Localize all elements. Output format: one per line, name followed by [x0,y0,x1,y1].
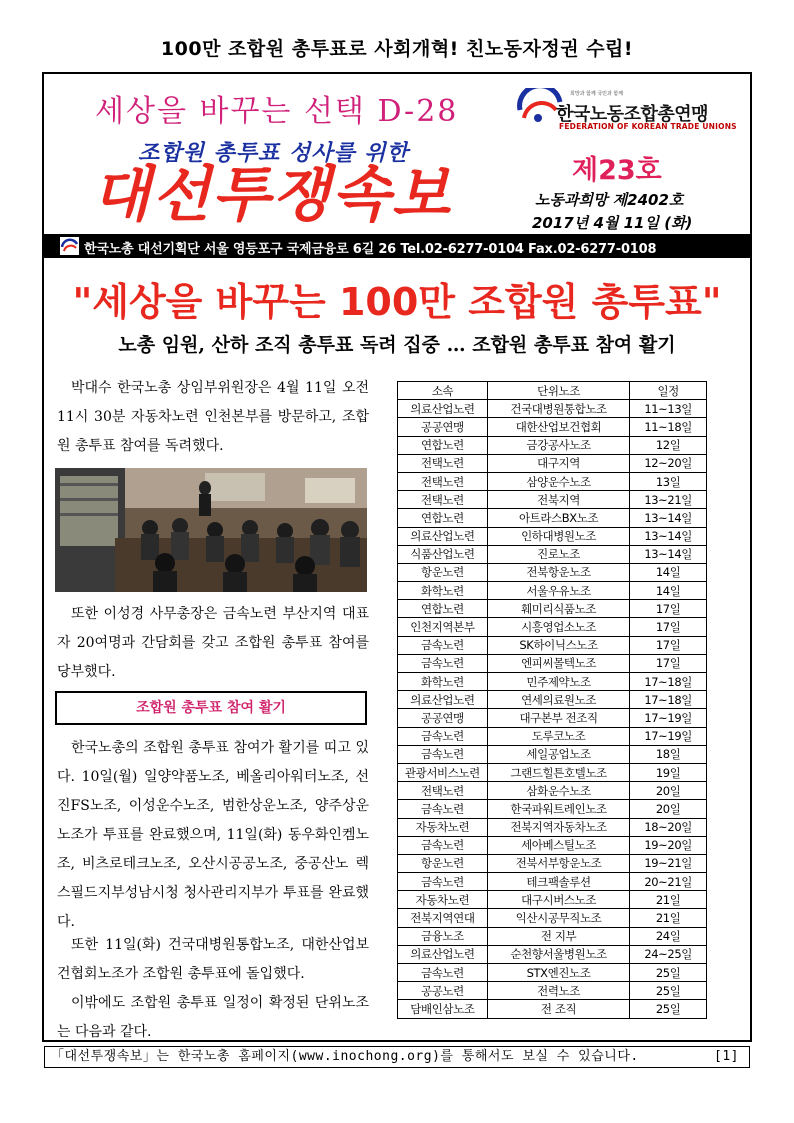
table-row [398,400,707,418]
table-row [398,873,707,891]
cell-affiliation: 자동차노련 [398,891,488,909]
masthead-subtitle: 조합원 총투표 성사를 위한 [138,141,409,166]
dday-banner: 세상을 바꾸는 선택 D-28 [95,94,459,129]
contact-bar [44,234,750,258]
cell-affiliation: 공공연맹 [398,709,488,727]
cell-union: 세아베스틸노조 [487,836,629,854]
table-row [398,927,707,945]
cell-union: 도루코노조 [487,727,629,745]
table-row [398,527,707,545]
table-row [398,854,707,872]
cell-affiliation: 화학노련 [398,582,488,600]
table-row [398,945,707,963]
fktu-small-logo-icon [60,237,79,255]
table-row [398,600,707,618]
cell-schedule: 25일 [630,982,707,1000]
cell-schedule: 18일 [630,745,707,763]
cell-union: 전북항운노조 [487,563,629,581]
cell-union: 아트라스BX노조 [487,509,629,527]
table-row [398,836,707,854]
org-name: 한국노동조합총연맹 [556,104,708,125]
cell-affiliation: 연합노련 [398,509,488,527]
cell-union: 세일공업노조 [487,745,629,763]
footer-text: 「대선투쟁속보」는 한국노총 홈페이지(www.inochong.org)를 통해서도 보실 수 있습니다. [51,1049,639,1064]
section-box-title: 조합원 총투표 참여 활기 [55,691,367,725]
table-row [398,582,707,600]
table-header-row [398,382,707,400]
table-row [398,964,707,982]
table-row [398,691,707,709]
org-name-english: FEDERATION OF KOREAN TRADE UNIONS [559,122,737,131]
table-row [398,509,707,527]
cell-affiliation: 화학노련 [398,673,488,691]
cell-schedule: 17일 [630,618,707,636]
org-motto: 희망과 함께 국민과 함께 [570,91,624,97]
cell-union: 건국대병원통합노조 [487,400,629,418]
cell-union: SK하이닉스노조 [487,636,629,654]
cell-affiliation: 항운노련 [398,854,488,872]
cell-affiliation: 전택노련 [398,491,488,509]
cell-schedule: 19~20일 [630,836,707,854]
table-row [398,436,707,454]
cell-union: 삼화운수노조 [487,782,629,800]
cell-union: 전북지역자동차노조 [487,818,629,836]
cell-affiliation: 전택노련 [398,472,488,490]
cell-affiliation: 전택노련 [398,782,488,800]
cell-affiliation: 자동차노련 [398,818,488,836]
cell-schedule: 19일 [630,763,707,781]
cell-schedule: 17일 [630,654,707,672]
article-paragraph-1: 박대수 한국노총 상임부위원장은 4월 11일 오전 11시 30분 자동차노련 인천본부를 방문하고, 조합원 총투표 참여를 독려했다. [57,380,369,454]
table-row [398,818,707,836]
meeting-photo [55,468,367,592]
cell-affiliation: 금속노련 [398,727,488,745]
subheadline: 노총 임원, 산하 조직 총투표 독려 집중 … 조합원 총투표 참여 활기 [118,334,676,356]
table-row [398,891,707,909]
cell-union: 익산시공무직노조 [487,909,629,927]
document-number: 노동과희망 제2402호 [535,191,684,209]
table-row [398,763,707,781]
cell-schedule: 17일 [630,636,707,654]
page-number: [1] [714,1049,739,1064]
footer-bar [44,1046,750,1068]
issue-number: 제23호 [572,155,662,186]
cell-union: 엔피씨몰텍노조 [487,654,629,672]
cell-affiliation: 금융노조 [398,927,488,945]
cell-union: 인하대병원노조 [487,527,629,545]
article-paragraph-3: 한국노총의 조합원 총투표 참여가 활기를 띠고 있다. 10일(월) 일양약품노조, 베올리아워터노조, 선진FS노조, 이성운수노조, 범한상운노조, 양주상운노조가 투표를 완료했으며, 11일(화) 동우화인켐노조, 비츠로테크노조, 오산시공공노조, 중공산노 렉스필드지부성남시청 청사관리지부가 투표를 완료했다. [57,740,369,930]
cell-schedule: 11~18일 [630,418,707,436]
cell-affiliation: 인천지역본부 [398,618,488,636]
cell-union: 서울우유노조 [487,582,629,600]
cell-union: 삼양운수노조 [487,472,629,490]
article-paragraph-5: 이밖에도 조합원 총투표 일정이 확정된 단위노조는 다음과 같다. [57,995,369,1040]
cell-schedule: 20일 [630,800,707,818]
cell-union: 전북지역 [487,491,629,509]
cell-affiliation: 금속노련 [398,654,488,672]
table-row [398,673,707,691]
cell-union: 테크팩솔루션 [487,873,629,891]
cell-schedule: 13~21일 [630,491,707,509]
table-row [398,418,707,436]
cell-schedule: 13~14일 [630,509,707,527]
table-row [398,782,707,800]
cell-union: 전력노조 [487,982,629,1000]
vote-schedule-table [397,381,707,1019]
table-row [398,727,707,745]
top-slogan: 100만 조합원 총투표로 사회개혁! 친노동자정권 수립! [160,38,634,60]
cell-affiliation: 식품산업노련 [398,545,488,563]
cell-schedule: 14일 [630,563,707,581]
cell-union: 전 조직 [487,1000,629,1018]
cell-affiliation: 금속노련 [398,836,488,854]
cell-schedule: 12~20일 [630,454,707,472]
cell-union: 민주제약노조 [487,673,629,691]
cell-schedule: 17~19일 [630,727,707,745]
cell-schedule: 13~14일 [630,527,707,545]
contact-text: 한국노총 대선기획단 서울 영등포구 국제금융로 6길 26 Tel.02-6277-0104 Fax.02-6277-0108 [84,242,657,257]
cell-affiliation: 금속노련 [398,636,488,654]
cell-schedule: 13일 [630,472,707,490]
cell-schedule: 21일 [630,909,707,927]
cell-schedule: 14일 [630,582,707,600]
cell-affiliation: 공공노련 [398,982,488,1000]
cell-affiliation: 의료산업노련 [398,691,488,709]
table-row [398,800,707,818]
cell-affiliation: 의료산업노련 [398,400,488,418]
cell-affiliation: 금속노련 [398,964,488,982]
cell-union: STX엔진노조 [487,964,629,982]
cell-union: 전 지부 [487,927,629,945]
cell-affiliation: 금속노련 [398,800,488,818]
cell-union: 대구본부 전조직 [487,709,629,727]
cell-affiliation: 항운노련 [398,563,488,581]
cell-union: 금강공사노조 [487,436,629,454]
cell-schedule: 25일 [630,1000,707,1018]
cell-schedule: 21일 [630,891,707,909]
table-row [398,563,707,581]
cell-union: 대구시버스노조 [487,891,629,909]
cell-schedule: 24일 [630,927,707,945]
meeting-photo-image [55,468,367,592]
cell-affiliation: 관광서비스노련 [398,763,488,781]
table-row [398,454,707,472]
cell-union: 그랜드힐튼호텔노조 [487,763,629,781]
cell-schedule: 17~19일 [630,709,707,727]
column-header-schedule: 일정 [630,382,707,400]
cell-affiliation: 공공연맹 [398,418,488,436]
cell-schedule: 25일 [630,964,707,982]
cell-affiliation: 담배인삼노조 [398,1000,488,1018]
column-header-affiliation: 소속 [398,382,488,400]
article-paragraph-4: 또한 11일(화) 건국대병원통합노조, 대한산업보건협회노조가 조합원 총투표에 돌입했다. [57,937,369,982]
table-row [398,909,707,927]
table-row [398,654,707,672]
cell-affiliation: 전북지역연대 [398,909,488,927]
cell-affiliation: 금속노련 [398,745,488,763]
table-row [398,1000,707,1018]
cell-schedule: 24~25일 [630,945,707,963]
cell-affiliation: 의료산업노련 [398,527,488,545]
table-row [398,709,707,727]
cell-union: 대한산업보건협회 [487,418,629,436]
table-row [398,982,707,1000]
cell-affiliation: 전택노련 [398,454,488,472]
cell-schedule: 17~18일 [630,691,707,709]
cell-schedule: 19~21일 [630,854,707,872]
table-body [398,400,707,1018]
headline: "세상을 바꾸는 100만 조합원 총투표" [72,280,722,324]
cell-union: 대구지역 [487,454,629,472]
table-row [398,545,707,563]
cell-union: 진로노조 [487,545,629,563]
article-paragraph-2: 또한 이성경 사무총장은 금속노련 부산지역 대표자 20여명과 간담회를 갖고 조합원 총투표 참여를 당부했다. [57,606,369,680]
table-row [398,472,707,490]
cell-union: 한국파워트레인노조 [487,800,629,818]
issue-date: 2017년 4월 11일 (화) [532,214,693,232]
cell-affiliation: 금속노련 [398,873,488,891]
table-row [398,745,707,763]
column-header-union: 단위노조 [487,382,629,400]
cell-union: 시흥영업소노조 [487,618,629,636]
cell-affiliation: 연합노련 [398,600,488,618]
cell-union: 연세의료원노조 [487,691,629,709]
table-row [398,618,707,636]
cell-schedule: 11~13일 [630,400,707,418]
cell-union: 훼미리식품노조 [487,600,629,618]
cell-schedule: 17~18일 [630,673,707,691]
cell-schedule: 13~14일 [630,545,707,563]
masthead-title: 대선투쟁속보 [92,160,452,230]
cell-affiliation: 연합노련 [398,436,488,454]
cell-schedule: 18~20일 [630,818,707,836]
table-row [398,491,707,509]
cell-schedule: 20일 [630,782,707,800]
cell-schedule: 12일 [630,436,707,454]
cell-union: 전북서부항운노조 [487,854,629,872]
cell-affiliation: 의료산업노련 [398,945,488,963]
cell-union: 순천향서울병원노조 [487,945,629,963]
cell-schedule: 17일 [630,600,707,618]
cell-schedule: 20~21일 [630,873,707,891]
table-row [398,636,707,654]
